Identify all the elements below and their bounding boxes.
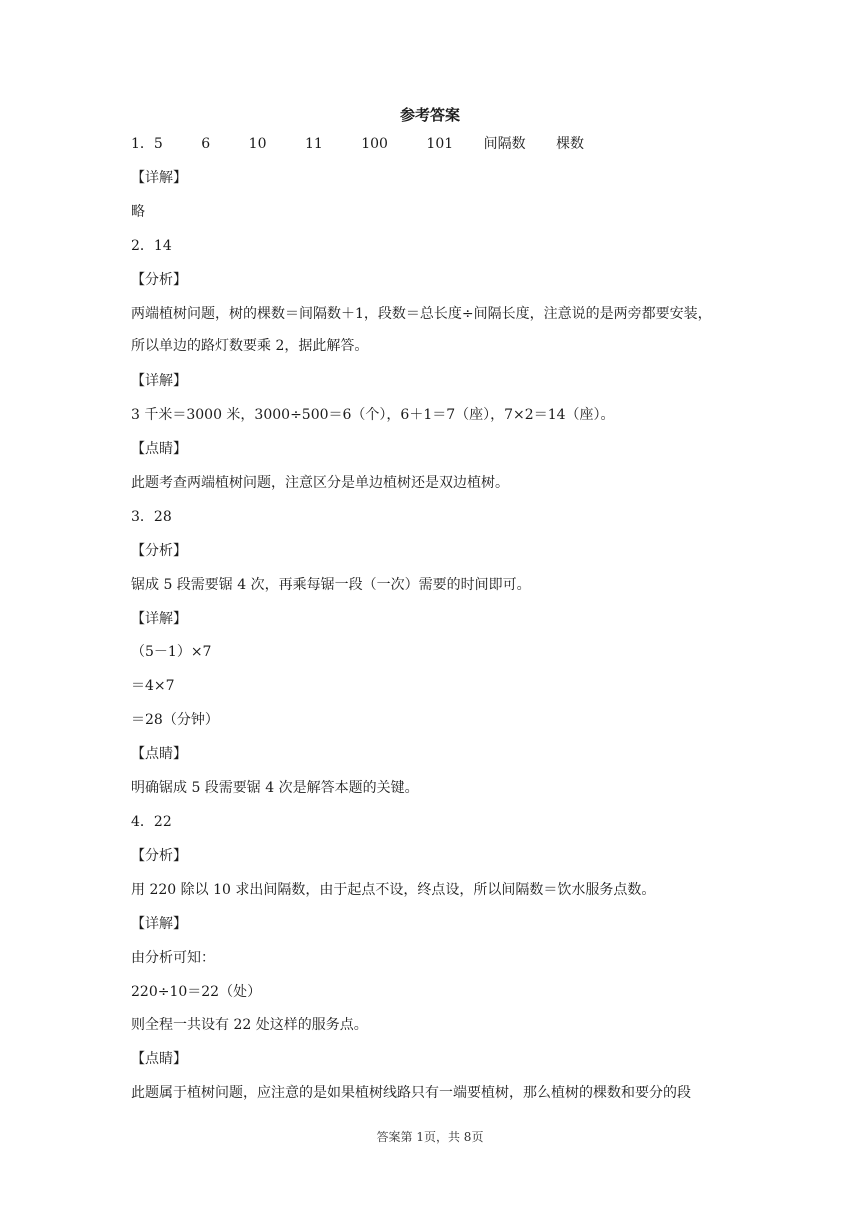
q4-comment: 此题属于植树问题，应注意的是如果植树线路只有一端要植树，那么植树的棵数和要分的段 bbox=[131, 1085, 691, 1101]
q4-comment-label: 【点睛】 bbox=[131, 1051, 187, 1067]
q4-step1: 由分析可知： bbox=[131, 950, 215, 966]
q2-comment: 此题考查两端植树问题，注意区分是单边植树还是双边植树。 bbox=[131, 475, 509, 491]
q3-step2: ＝4×7 bbox=[131, 678, 175, 694]
q1-answer-row bbox=[131, 134, 584, 154]
q1-number: 1． bbox=[131, 136, 154, 152]
q1-answer-5: 100 bbox=[361, 136, 388, 152]
q3-number: 3．28 bbox=[131, 509, 172, 525]
q1-answer-8: 棵数 bbox=[556, 136, 585, 152]
q1-answer-3: 10 bbox=[248, 136, 267, 152]
q1-answer-7: 间隔数 bbox=[483, 136, 526, 152]
q3-analysis-label: 【分析】 bbox=[131, 543, 187, 559]
q3-analysis: 锯成 5 段需要锯 4 次，再乘每锯一段（一次）需要的时间即可。 bbox=[131, 577, 531, 593]
q2-detail-label: 【详解】 bbox=[131, 373, 187, 389]
q2-detail: 3 千米＝3000 米，3000÷500＝6（个），6＋1＝7（座），7×2＝14（座）。 bbox=[131, 407, 615, 423]
q3-comment: 明确锯成 5 段需要锯 4 次是解答本题的关键。 bbox=[131, 780, 419, 796]
q1-answer-1: 5 bbox=[153, 136, 163, 152]
q3-detail-label: 【详解】 bbox=[131, 611, 187, 627]
q2-analysis-line1: 两端植树问题，树的棵数＝间隔数＋1，段数＝总长度÷间隔长度，注意说的是两旁都要安装， bbox=[131, 306, 712, 322]
page-footer: 答案第 1页，共 8页 bbox=[376, 1130, 484, 1144]
q1-answer-6: 101 bbox=[426, 136, 454, 152]
q4-detail-label: 【详解】 bbox=[131, 916, 187, 932]
q2-analysis-label: 【分析】 bbox=[131, 272, 187, 288]
q4-analysis: 用 220 除以 10 求出间隔数，由于起点不设，终点设，所以间隔数＝饮水服务点数。 bbox=[131, 882, 656, 898]
q1-answer-2: 6 bbox=[201, 136, 211, 152]
q1-answer-4: 11 bbox=[304, 136, 323, 152]
q4-step3: 则全程一共设有 22 处这样的服务点。 bbox=[131, 1017, 368, 1033]
q2-number: 2．14 bbox=[131, 238, 172, 254]
q3-comment-label: 【点睛】 bbox=[131, 746, 187, 762]
q4-analysis-label: 【分析】 bbox=[131, 848, 187, 864]
q2-comment-label: 【点睛】 bbox=[131, 441, 187, 457]
q1-detail-label: 【详解】 bbox=[131, 170, 187, 186]
q4-number: 4．22 bbox=[131, 814, 172, 830]
q2-analysis-line2: 所以单边的路灯数要乘 2，据此解答。 bbox=[131, 338, 369, 354]
page-title: 参考答案 bbox=[399, 106, 460, 124]
q3-step3: ＝28（分钟） bbox=[131, 712, 219, 728]
q3-step1: （5－1）×7 bbox=[131, 644, 212, 660]
q1-detail: 略 bbox=[131, 204, 145, 220]
q4-step2: 220÷10＝22（处） bbox=[131, 984, 262, 1000]
